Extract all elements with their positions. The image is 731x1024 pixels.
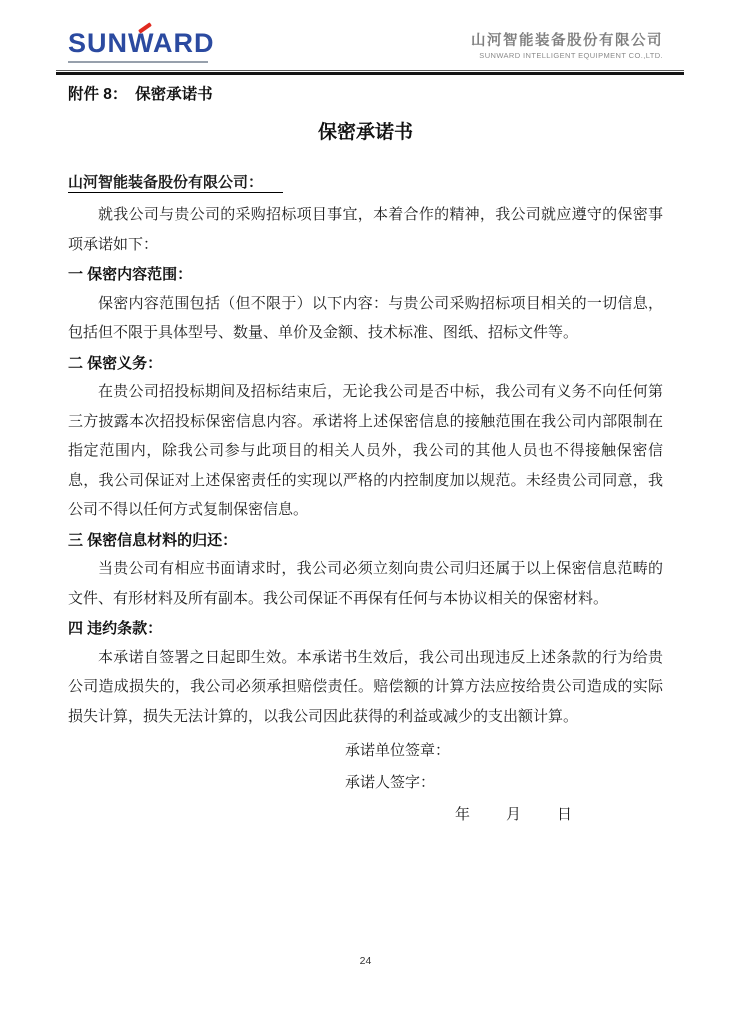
- company-name-block: [471, 33, 663, 61]
- document-body: [68, 84, 663, 831]
- page-number: 24: [359, 955, 372, 967]
- salutation-text: 山河智能装备股份有限公司：: [68, 175, 283, 193]
- section-1-heading: 一 保密内容范围：: [68, 266, 193, 283]
- section-2-heading: 二 保密义务：: [68, 354, 163, 372]
- section-4: [68, 614, 663, 732]
- company-name-cn: 山河智能装备股份有限公司: [471, 33, 663, 49]
- sunward-logo: [68, 30, 215, 63]
- section-1: [68, 260, 663, 349]
- section-2: [68, 349, 663, 526]
- page-title: 保密承诺书: [317, 122, 413, 143]
- intro-paragraph: 就我公司与贵公司的采购招标项目事宜，本着合作的精神，我公司就应遵守的保密事项承诺如下：: [68, 207, 663, 253]
- signature-block: [345, 735, 663, 831]
- logo-underline: [68, 61, 208, 63]
- sunward-logo-wordmark: [68, 30, 215, 57]
- section-2-body: 在贵公司招投标期间及招标结束后，无论我公司是否中标，我公司有义务不向任何第三方披露本次招投标保密信息内容。承诺将上述保密信息的接触范围在我公司内部限制在指定范围内，除我公司参与此项目的相关人员外，我公司的其他人员也不得接触保密信息，我公司保证对上述保密责任的实现以严格的内控制度加以规范。未经贵公司同意，我公司不得以任何方式复制保密信息。: [68, 384, 663, 518]
- signer-label: 承诺人签字：: [345, 775, 436, 791]
- section-3: [68, 526, 663, 615]
- section-3-heading: 三 保密信息材料的归还：: [68, 531, 238, 549]
- section-1-body: 保密内容范围包括（但不限于）以下内容：与贵公司采购招标项目相关的一切信息，包括但不限于具体型号、数量、单价及金额、技术标准、图纸、招标文件等。: [68, 295, 663, 341]
- company-name-en: SUNWARD INTELLIGENT EQUIPMENT CO.,LTD.: [479, 51, 663, 60]
- section-4-body: 本承诺自签署之日起即生效。本承诺书生效后，我公司出现违反上述条款的行为给贵公司造成损失的，我公司必须承担赔偿责任。赔偿额的计算方法应按给贵公司造成的实际损失计算，损失无法计算的，以我公司因此获得的利益或减少的支出额计算。: [68, 649, 663, 725]
- salutation: [68, 172, 663, 194]
- section-4-heading: 四 违约条款：: [68, 620, 163, 637]
- header-divider-thin: [56, 70, 684, 71]
- date-line: 年 月 日: [455, 807, 575, 823]
- sunward-logo-text: SUNWARD: [68, 28, 215, 58]
- letterhead: [68, 30, 663, 70]
- attachment-heading: 附件 8： 保密承诺书: [68, 86, 213, 103]
- unit-seal-label: 承诺单位签章：: [345, 743, 451, 759]
- header-divider-thick: [56, 72, 684, 75]
- header-divider: [56, 70, 684, 75]
- section-3-body: 当贵公司有相应书面请求时，我公司必须立刻向贵公司归还属于以上保密信息范畴的文件、有形材料及所有副本。我公司保证不再保有任何与本协议相关的保密材料。: [68, 561, 663, 607]
